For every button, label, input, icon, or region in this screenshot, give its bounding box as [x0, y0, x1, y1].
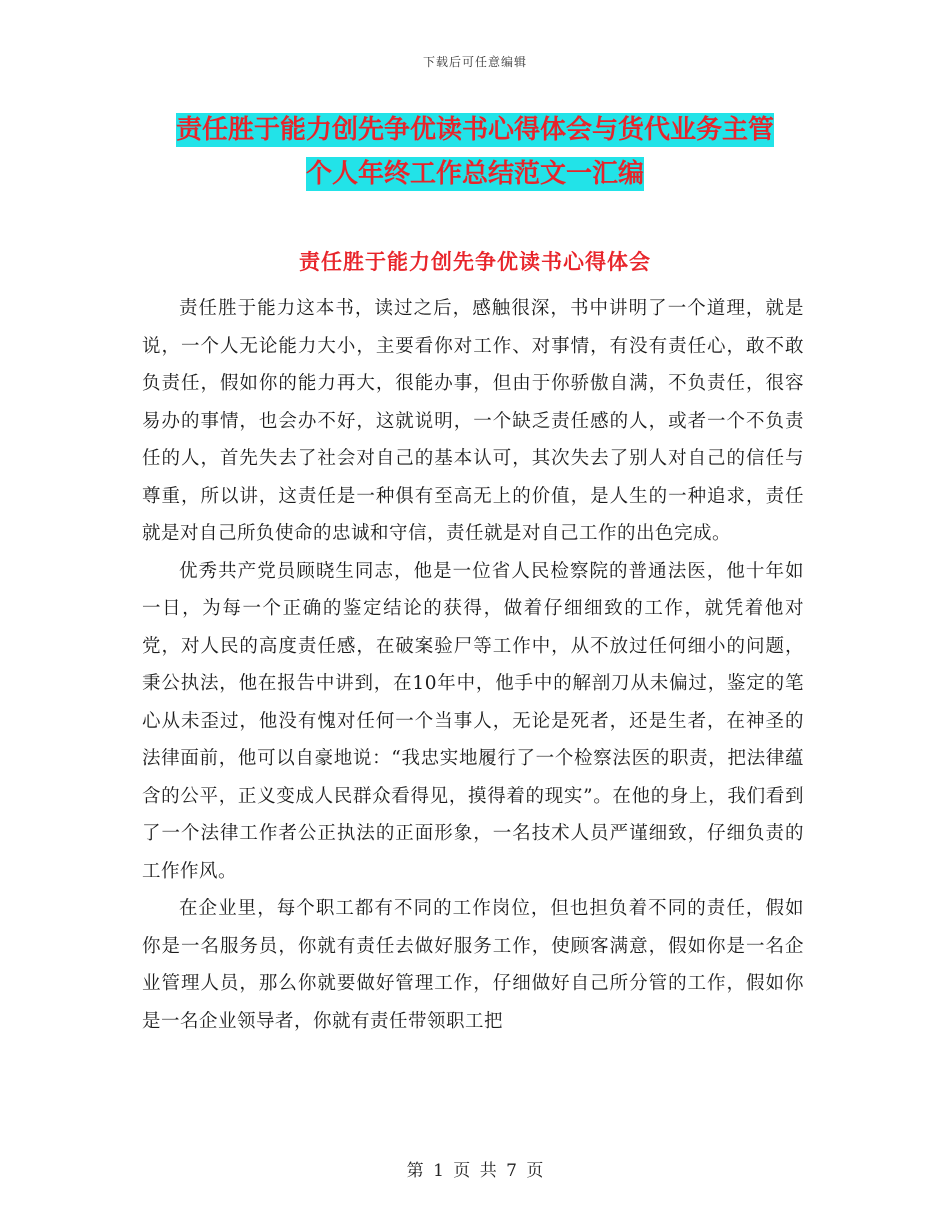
paragraph-2: 优秀共产党员顾晓生同志，他是一位省人民检察院的普通法医，他十年如一日，为每一个正确的鉴定结论的获得，做着仔细细致的工作，就凭着他对党，对人民的高度责任感，在破案验尸等工作中，从不放过任何细小的问题，秉公执法，他在报告中讲到，在10年中，他手中的解剖刀从未偏过，鉴定的笔心从未歪过，他没有愧对任何一个当事人，无论是死者，还是生者，在神圣的法律面前，他可以自豪地说：“我忠实地履行了一个检察法医的职责，把法律蕴含的公平，正义变成人民群众看得见，摸得着的现实”。在他的身上，我们看到了一个法律工作者公正执法的正面形象，一名技术人员严谨细致，仔细负责的工作作风。 — [142, 560, 804, 882]
document-title-line-1-text: 责任胜于能力创先争优读书心得体会与货代业务主管 — [175, 115, 774, 145]
document-body — [142, 290, 804, 1040]
paragraph-1: 责任胜于能力这本书，读过之后，感触很深，书中讲明了一个道理，就是说，一个人无论能力大小，主要看你对工作、对事情，有没有责任心，敢不敢负责任，假如你的能力再大，很能办事，但由于你骄傲自满，不负责任，很容易办的事情，也会办不好，这就说明，一个缺乏责任感的人，或者一个不负责任的人，首先失去了社会对自己的基本认可，其次失去了别人对自己的信任与尊重，所以讲，这责任是一种俱有至高无上的价值，是人生的一种追求，责任就是对自己所负使命的忠诚和守信，责任就是对自己工作的出色完成。 — [142, 298, 804, 544]
document-title-line-2 — [0, 156, 950, 192]
document-title-line-2-text: 个人年终工作总结范文一汇编 — [305, 159, 644, 189]
section-heading: 责任胜于能力创先争优读书心得体会 — [299, 249, 651, 274]
document-title-line-1 — [0, 112, 950, 148]
page-header-note: 下载后可任意编辑 — [422, 55, 527, 69]
paragraph-3: 在企业里，每个职工都有不同的工作岗位，但也担负着不同的责任，假如你是一名服务员，你就有责任去做好服务工作，使顾客满意，假如你是一名企业管理人员，那么你就要做好管理工作，仔细做好自己所分管的工作，假如你是一名企业领导者，你就有责任带领职工把 — [142, 898, 804, 1032]
page-footer-page-number: 第 1 页 共 7 页 — [406, 1161, 544, 1181]
